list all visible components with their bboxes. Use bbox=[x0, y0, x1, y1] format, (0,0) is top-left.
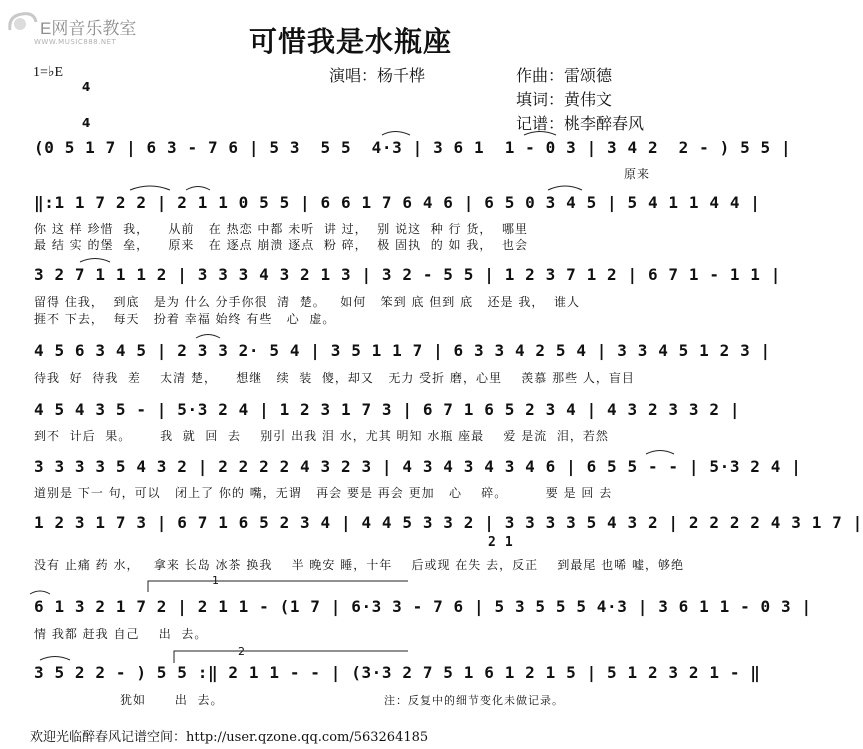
score-row-5-notes: 4 5 4 3 5 - | 5·3 2 4 | 1 2 3 1 7 3 | 6 7 1 6 5 2 3 4 | 4 3 2 3 3 2 | bbox=[34, 400, 741, 419]
first-ending-bracket bbox=[148, 581, 408, 592]
score-row-3-lyric-verse-2: 捱不 下去， 每天 扮着 幸福 始终 有些 心 虚。 bbox=[34, 312, 336, 326]
score-row-9-notes: 3 5 2 2 - ) 5 5 :‖ 2 1 1 - - | (3·3 2 7 5 1 6 1 2 1 5 | 5 1 2 3 2 1 - ‖ bbox=[34, 663, 761, 682]
score-row-4-lyric: 待我 好 待我 差 太清 楚， 想继 续 装 傻，却又 无力 受折 磨，心里 羡慕 那些 人，盲目 bbox=[34, 371, 635, 385]
slur-mark bbox=[548, 186, 582, 190]
singer-credit: 演唱：杨千桦 bbox=[329, 66, 426, 85]
second-ending-bracket bbox=[174, 651, 408, 663]
key-signature: 1=♭E bbox=[33, 65, 64, 80]
slur-mark bbox=[186, 187, 210, 191]
time-signature-bottom: 4 bbox=[82, 116, 91, 130]
score-row-8-notes: 6 1 3 2 1 7 2 | 2 1 1 - (1 7 | 6·3 3 - 7 6 | 5 3 5 5 5 4·3 | 3 6 1 1 - 0 3 | bbox=[34, 597, 812, 616]
score-row-3-notes: 3 2 7 1 1 1 2 | 3 3 3 4 3 2 1 3 | 3 2 - 5 5 | 1 2 3 7 1 2 | 6 7 1 - 1 1 | bbox=[34, 265, 781, 284]
score-row-2-lyric-verse-1: 你 这 样 珍惜 我， 从前 在 热恋 中都 未听 讲 过， 别 说这 种 行 货， 哪里 bbox=[34, 222, 528, 236]
slur-mark bbox=[382, 132, 410, 136]
score-row-1-notes: (0 5 1 7 | 6 3 - 7 6 | 5 3 5 5 4·3 | 3 6 1 1 - 0 3 | 3 4 2 2 - ) 5 5 | bbox=[34, 138, 792, 157]
repeat-variation-note: 注：反复中的细节变化未做记录。 bbox=[384, 694, 564, 707]
time-signature-top: 4 bbox=[82, 80, 91, 94]
transcriber-credit: 记谱：桃李醉春风 bbox=[516, 114, 645, 133]
score-row-6-lyric: 道别是 下一 句，可以 闭上了 你的 嘴，无谓 再会 要是 再会 更加 心 碎。 要 是 回 去 bbox=[34, 486, 613, 500]
first-ending-number: 1 bbox=[212, 574, 219, 587]
lyricist-credit: 填词：黄伟文 bbox=[516, 90, 613, 109]
slur-mark bbox=[40, 657, 70, 661]
score-row-7-lyric: 没有 止痛 药 水， 拿来 长岛 冰茶 换我 半 晚安 睡，十年 后或现 在失 去，反正 到最尾 也唏 嘘，够绝 bbox=[34, 558, 684, 572]
score-row-2-lyric-verse-2: 最 结 实 的堡 垒， 原来 在 逐点 崩溃 逐点 粉 碎， 极 固执 的 如 我， 也会 bbox=[34, 238, 528, 252]
score-row-7-notes: 1 2 3 1 7 3 | 6 7 1 6 5 2 3 4 | 4 4 5 3 3 2 | 3 3 3 3 5 4 3 2 | 2 2 2 2 4 3 1 7 | bbox=[34, 513, 863, 532]
score-row-4-notes: 4 5 6 3 4 5 | 2 3 3 2· 5 4 | 3 5 1 1 7 | 6 3 3 4 2 5 4 | 3 3 4 5 1 2 3 | bbox=[34, 341, 771, 360]
score-row-3-lyric-verse-1: 留得 住我， 到底 是为 什么 分手你很 清 楚。 如何 笨到 底 但到 底 还是 我， 谁人 bbox=[34, 295, 580, 309]
watermark-url: WWW.MUSIC888.NET bbox=[34, 38, 117, 46]
watermark-site-name: E网音乐教室 bbox=[40, 19, 137, 38]
slur-mark bbox=[196, 335, 220, 339]
slur-mark bbox=[30, 591, 50, 594]
slur-mark bbox=[524, 132, 556, 136]
slur-mark bbox=[646, 451, 674, 455]
score-row-7-alternate-notes: 2 1 bbox=[488, 535, 514, 550]
score-row-2-notes: ‖:1 1 7 2 2 | 2 1 1 0 5 5 | 6 6 1 7 6 4 6 | 6 5 0 3 4 5 | 5 4 1 1 4 4 | bbox=[34, 193, 761, 212]
slur-mark bbox=[130, 186, 170, 190]
score-row-6-notes: 3 3 3 3 5 4 3 2 | 2 2 2 2 4 3 2 3 | 4 3 4 3 4 3 4 6 | 6 5 5 - - | 5·3 2 4 | bbox=[34, 457, 802, 476]
song-title: 可惜我是水瓶座 bbox=[248, 25, 452, 58]
score-row-9-lyric: 犹如 出 去。 bbox=[120, 693, 224, 707]
footer-credit: 欢迎光临醉春风记谱空间：http://user.qzone.qq.com/563264185 bbox=[30, 730, 429, 745]
score-row-8-lyric: 情 我都 赶我 自己 出 去。 bbox=[34, 627, 208, 641]
score-row-5-lyric: 到不 计后 果。 我 就 回 去 别引 出我 泪 水，尤其 明知 水瓶 座最 爱 是流 泪，若然 bbox=[34, 429, 609, 443]
composer-credit: 作曲：雷颂德 bbox=[516, 66, 613, 85]
second-ending-number: 2 bbox=[238, 645, 245, 658]
slur-mark bbox=[80, 259, 110, 263]
score-row-1-lyric: 原来 bbox=[624, 167, 651, 181]
